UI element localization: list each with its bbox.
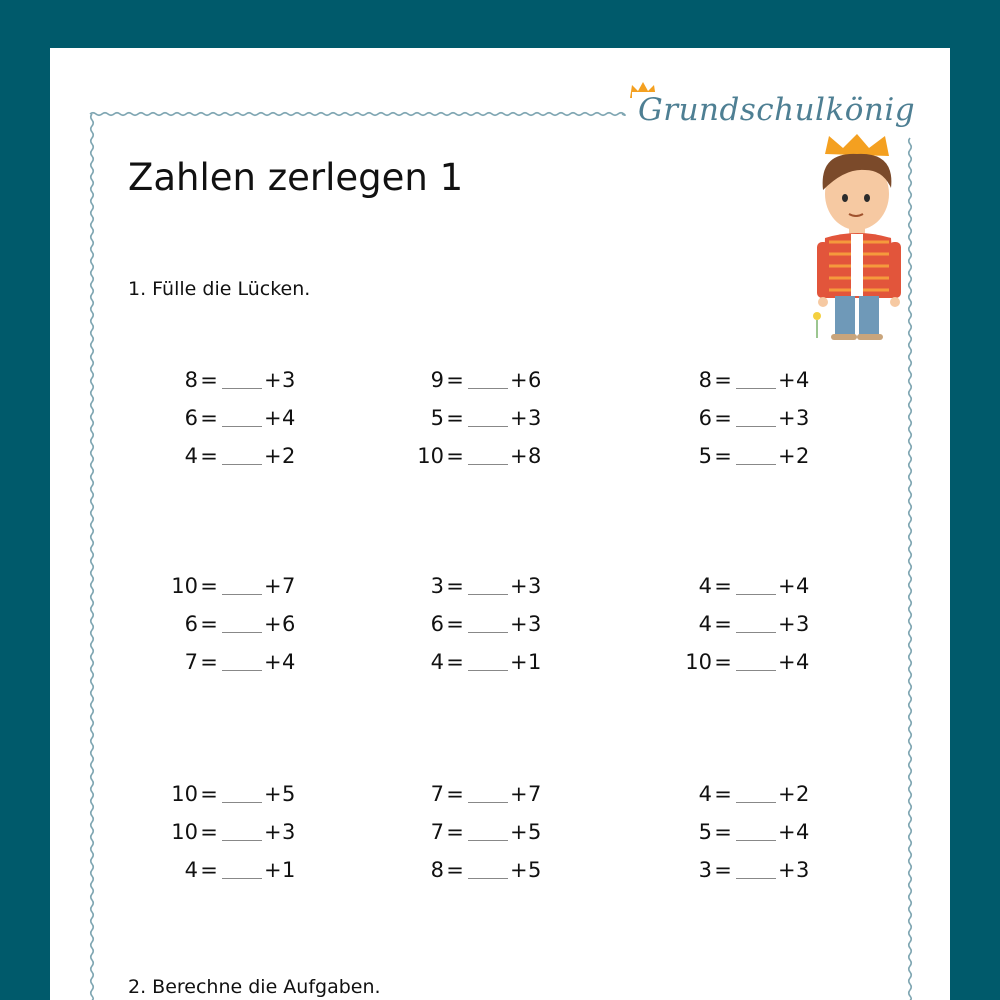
answer-blank[interactable] bbox=[468, 650, 508, 671]
total-number: 3 bbox=[698, 858, 712, 882]
total-number: 8 bbox=[430, 858, 444, 882]
equals-sign: = bbox=[446, 612, 464, 636]
total-number: 6 bbox=[698, 406, 712, 430]
answer-blank[interactable] bbox=[468, 858, 508, 879]
addend-number: 8 bbox=[528, 444, 542, 468]
plus-sign: + bbox=[264, 368, 282, 392]
equals-sign: = bbox=[714, 444, 732, 468]
equals-sign: = bbox=[446, 858, 464, 882]
page-title: Zahlen zerlegen 1 bbox=[128, 156, 464, 199]
plus-sign: + bbox=[510, 574, 528, 598]
addend-number: 6 bbox=[528, 368, 542, 392]
equation-row bbox=[158, 858, 358, 888]
addend-number: 1 bbox=[528, 650, 542, 674]
plus-sign: + bbox=[778, 782, 796, 806]
answer-blank[interactable] bbox=[222, 820, 262, 841]
answer-blank[interactable] bbox=[222, 406, 262, 427]
answer-blank[interactable] bbox=[736, 444, 776, 465]
answer-blank[interactable] bbox=[222, 858, 262, 879]
total-number: 6 bbox=[184, 406, 198, 430]
equation-row bbox=[158, 820, 358, 850]
plus-sign: + bbox=[264, 782, 282, 806]
equation-row bbox=[158, 368, 358, 398]
addend-number: 5 bbox=[528, 858, 542, 882]
addend-number: 3 bbox=[282, 368, 296, 392]
equals-sign: = bbox=[200, 782, 218, 806]
equation-row bbox=[404, 858, 604, 888]
total-number: 5 bbox=[698, 820, 712, 844]
total-number: 7 bbox=[430, 782, 444, 806]
equation-row bbox=[672, 406, 872, 436]
plus-sign: + bbox=[264, 858, 282, 882]
equation-row bbox=[404, 444, 604, 474]
total-number: 6 bbox=[430, 612, 444, 636]
plus-sign: + bbox=[778, 858, 796, 882]
total-number: 8 bbox=[184, 368, 198, 392]
addend-number: 5 bbox=[528, 820, 542, 844]
task-2-instruction: 2. Berechne die Aufgaben. bbox=[128, 976, 381, 998]
plus-sign: + bbox=[510, 612, 528, 636]
plus-sign: + bbox=[264, 574, 282, 598]
total-number: 8 bbox=[698, 368, 712, 392]
addend-number: 4 bbox=[796, 820, 810, 844]
equals-sign: = bbox=[446, 820, 464, 844]
answer-blank[interactable] bbox=[736, 574, 776, 595]
plus-sign: + bbox=[264, 444, 282, 468]
equation-row bbox=[672, 858, 872, 888]
plus-sign: + bbox=[778, 368, 796, 392]
answer-blank[interactable] bbox=[736, 650, 776, 671]
equation-row bbox=[404, 820, 604, 850]
equals-sign: = bbox=[200, 406, 218, 430]
equals-sign: = bbox=[446, 368, 464, 392]
equals-sign: = bbox=[446, 444, 464, 468]
equals-sign: = bbox=[200, 612, 218, 636]
equation-row bbox=[158, 612, 358, 642]
equation-row bbox=[404, 368, 604, 398]
equation-row bbox=[158, 574, 358, 604]
plus-sign: + bbox=[510, 368, 528, 392]
addend-number: 2 bbox=[282, 444, 296, 468]
equals-sign: = bbox=[200, 650, 218, 674]
equals-sign: = bbox=[714, 782, 732, 806]
answer-blank[interactable] bbox=[736, 612, 776, 633]
plus-sign: + bbox=[510, 820, 528, 844]
plus-sign: + bbox=[510, 858, 528, 882]
equals-sign: = bbox=[714, 820, 732, 844]
worksheet-page bbox=[50, 48, 950, 1000]
addend-number: 2 bbox=[796, 444, 810, 468]
equation-row bbox=[672, 820, 872, 850]
plus-sign: + bbox=[778, 406, 796, 430]
answer-blank[interactable] bbox=[468, 820, 508, 841]
answer-blank[interactable] bbox=[736, 782, 776, 803]
equals-sign: = bbox=[446, 574, 464, 598]
equation-row bbox=[158, 444, 358, 474]
equals-sign: = bbox=[714, 368, 732, 392]
equals-sign: = bbox=[200, 820, 218, 844]
answer-blank[interactable] bbox=[468, 612, 508, 633]
equals-sign: = bbox=[714, 612, 732, 636]
plus-sign: + bbox=[510, 444, 528, 468]
equals-sign: = bbox=[714, 650, 732, 674]
total-number: 4 bbox=[184, 858, 198, 882]
total-number: 9 bbox=[430, 368, 444, 392]
equation-row bbox=[158, 650, 358, 680]
boy-with-crown-illustration bbox=[805, 130, 915, 342]
addend-number: 1 bbox=[282, 858, 296, 882]
addend-number: 3 bbox=[796, 612, 810, 636]
answer-blank[interactable] bbox=[468, 574, 508, 595]
plus-sign: + bbox=[510, 406, 528, 430]
answer-blank[interactable] bbox=[468, 406, 508, 427]
answer-blank[interactable] bbox=[736, 368, 776, 389]
answer-blank[interactable] bbox=[468, 782, 508, 803]
plus-sign: + bbox=[778, 612, 796, 636]
plus-sign: + bbox=[778, 820, 796, 844]
total-number: 4 bbox=[698, 574, 712, 598]
addend-number: 3 bbox=[282, 820, 296, 844]
addend-number: 4 bbox=[282, 406, 296, 430]
addend-number: 4 bbox=[282, 650, 296, 674]
total-number: 10 bbox=[417, 444, 444, 468]
addend-number: 3 bbox=[528, 406, 542, 430]
equals-sign: = bbox=[714, 574, 732, 598]
total-number: 7 bbox=[184, 650, 198, 674]
answer-blank[interactable] bbox=[222, 612, 262, 633]
total-number: 10 bbox=[171, 574, 198, 598]
equals-sign: = bbox=[714, 858, 732, 882]
equals-sign: = bbox=[200, 444, 218, 468]
equation-row bbox=[672, 574, 872, 604]
addend-number: 3 bbox=[528, 612, 542, 636]
equals-sign: = bbox=[200, 858, 218, 882]
answer-blank[interactable] bbox=[222, 782, 262, 803]
equation-row bbox=[672, 612, 872, 642]
equals-sign: = bbox=[200, 368, 218, 392]
total-number: 10 bbox=[685, 650, 712, 674]
equation-row bbox=[672, 368, 872, 398]
addend-number: 4 bbox=[796, 650, 810, 674]
total-number: 5 bbox=[698, 444, 712, 468]
addend-number: 4 bbox=[796, 368, 810, 392]
answer-blank[interactable] bbox=[736, 406, 776, 427]
answer-blank[interactable] bbox=[468, 444, 508, 465]
total-number: 5 bbox=[430, 406, 444, 430]
equation-row bbox=[404, 612, 604, 642]
equals-sign: = bbox=[714, 406, 732, 430]
total-number: 4 bbox=[698, 782, 712, 806]
equation-row bbox=[158, 406, 358, 436]
total-number: 4 bbox=[698, 612, 712, 636]
equation-row bbox=[404, 406, 604, 436]
answer-blank[interactable] bbox=[468, 368, 508, 389]
addend-number: 2 bbox=[796, 782, 810, 806]
total-number: 10 bbox=[171, 782, 198, 806]
answer-blank[interactable] bbox=[222, 574, 262, 595]
addend-number: 7 bbox=[528, 782, 542, 806]
plus-sign: + bbox=[264, 820, 282, 844]
equation-row bbox=[404, 574, 604, 604]
task-1-instruction: 1. Fülle die Lücken. bbox=[128, 278, 311, 300]
brand-logo: Grundschulkönig bbox=[632, 92, 921, 128]
plus-sign: + bbox=[264, 650, 282, 674]
addend-number: 4 bbox=[796, 574, 810, 598]
equals-sign: = bbox=[200, 574, 218, 598]
equation-row bbox=[404, 782, 604, 812]
plus-sign: + bbox=[264, 612, 282, 636]
answer-blank[interactable] bbox=[222, 368, 262, 389]
addend-number: 3 bbox=[528, 574, 542, 598]
equals-sign: = bbox=[446, 650, 464, 674]
plus-sign: + bbox=[510, 782, 528, 806]
addend-number: 7 bbox=[282, 574, 296, 598]
plus-sign: + bbox=[264, 406, 282, 430]
equation-row bbox=[158, 782, 358, 812]
total-number: 6 bbox=[184, 612, 198, 636]
equation-row bbox=[672, 444, 872, 474]
total-number: 3 bbox=[430, 574, 444, 598]
addend-number: 3 bbox=[796, 406, 810, 430]
equation-row bbox=[672, 782, 872, 812]
plus-sign: + bbox=[778, 574, 796, 598]
equation-row bbox=[672, 650, 872, 680]
total-number: 7 bbox=[430, 820, 444, 844]
plus-sign: + bbox=[510, 650, 528, 674]
answer-blank[interactable] bbox=[736, 820, 776, 841]
total-number: 4 bbox=[184, 444, 198, 468]
addend-number: 6 bbox=[282, 612, 296, 636]
total-number: 4 bbox=[430, 650, 444, 674]
plus-sign: + bbox=[778, 444, 796, 468]
answer-blank[interactable] bbox=[736, 858, 776, 879]
addend-number: 5 bbox=[282, 782, 296, 806]
addend-number: 3 bbox=[796, 858, 810, 882]
total-number: 10 bbox=[171, 820, 198, 844]
equals-sign: = bbox=[446, 782, 464, 806]
equals-sign: = bbox=[446, 406, 464, 430]
equation-row bbox=[404, 650, 604, 680]
plus-sign: + bbox=[778, 650, 796, 674]
answer-blank[interactable] bbox=[222, 444, 262, 465]
answer-blank[interactable] bbox=[222, 650, 262, 671]
